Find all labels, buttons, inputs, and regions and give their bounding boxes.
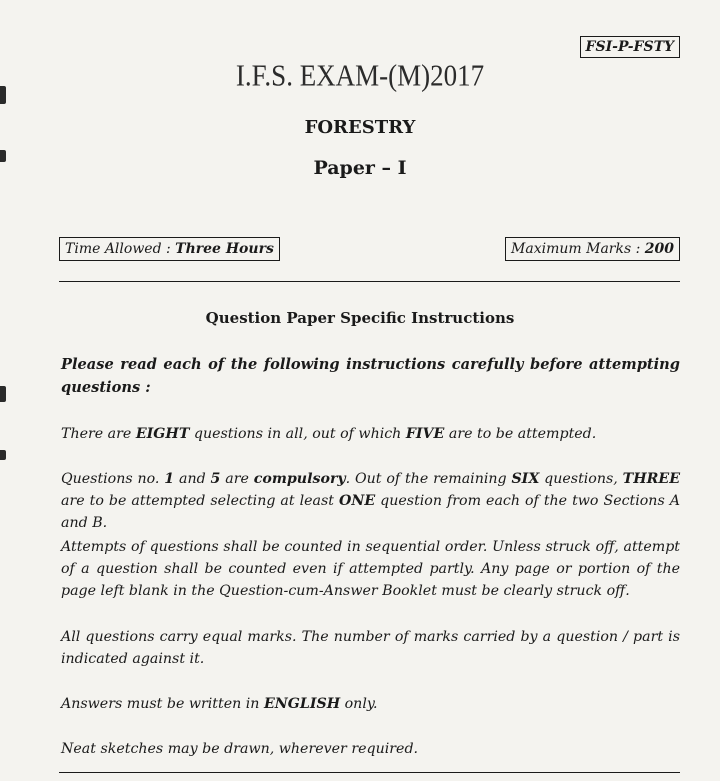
time-value: Three Hours bbox=[175, 241, 274, 257]
time-label: Time Allowed : bbox=[65, 241, 176, 257]
emphasis-text: ONE bbox=[339, 493, 376, 509]
time-allowed-box bbox=[59, 237, 280, 261]
emphasis-text: 5 bbox=[210, 471, 221, 487]
instruction-item: Attempts of questions shall be counted in sequential order. Unless struck off, attempt of a question shall be counted even if attempted partly. Any page or portion of the page left blank in the Question-cum-Answer Booklet must be clearly struck off. bbox=[61, 539, 680, 599]
exam-title: I.F.S. EXAM-(M)2017 bbox=[235, 58, 485, 93]
instruction-item: All questions carry equal marks. The number of marks carried by a question / part is indicated against it. bbox=[61, 629, 680, 667]
scan-edge-mark bbox=[0, 386, 6, 402]
paper-code: FSI-P-FSTY bbox=[580, 36, 680, 58]
emphasis-text: 1 bbox=[164, 471, 175, 487]
subject-title: FORESTRY bbox=[304, 117, 416, 138]
divider-bottom bbox=[59, 772, 680, 773]
instruction-item: Neat sketches may be drawn, wherever required. bbox=[61, 741, 419, 757]
marks-label: Maximum Marks : bbox=[511, 241, 645, 257]
instruction-item: There are EIGHT questions in all, out of which FIVE are to be attempted. bbox=[61, 426, 597, 442]
maximum-marks-box bbox=[505, 237, 680, 261]
emphasis-text: THREE bbox=[622, 471, 681, 487]
instructions-heading: Question Paper Specific Instructions bbox=[205, 309, 515, 327]
marks-value: 200 bbox=[644, 241, 674, 257]
emphasis-text: FIVE bbox=[405, 426, 445, 442]
emphasis-text: ENGLISH bbox=[263, 696, 341, 712]
instructions-lead: Please read each of the following instructions carefully before attempting questions : bbox=[61, 356, 680, 396]
instruction-item: Questions no. 1 and 5 are compulsory. Out of the remaining SIX questions, THREE are to be attempted selecting at least ONE question from each of the two Sections A and B. bbox=[61, 471, 681, 531]
divider-top bbox=[59, 281, 680, 282]
instruction-item: Answers must be written in ENGLISH only. bbox=[61, 696, 378, 712]
paper-number: Paper – I bbox=[313, 157, 407, 179]
emphasis-text: compulsory bbox=[253, 471, 346, 487]
scan-edge-mark bbox=[0, 450, 6, 460]
emphasis-text: EIGHT bbox=[135, 426, 190, 442]
emphasis-text: SIX bbox=[511, 471, 540, 487]
